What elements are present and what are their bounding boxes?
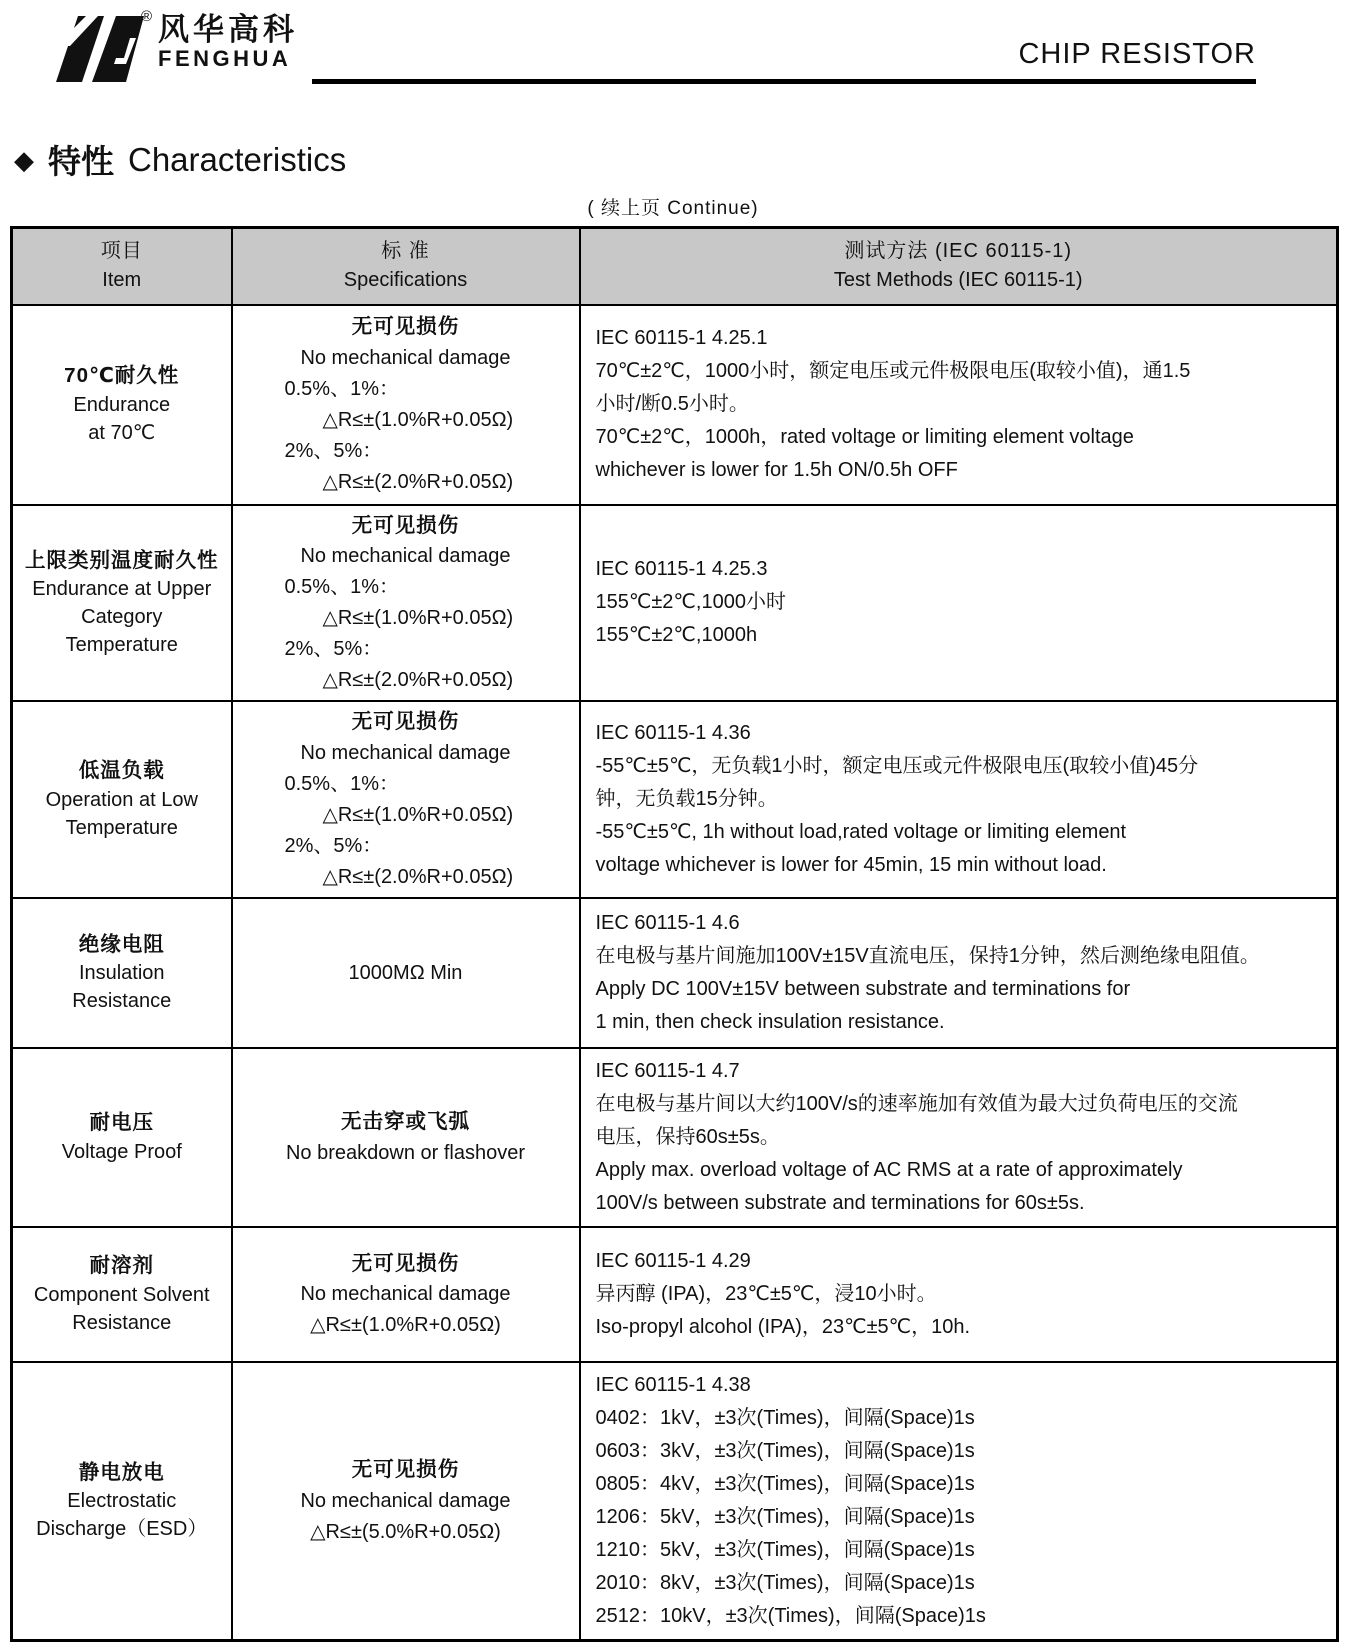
- brand-name-cn: 风华高科: [158, 12, 298, 47]
- registered-trademark-icon: ®: [140, 8, 152, 25]
- spec-line: No mechanical damage: [300, 346, 511, 369]
- spec-cell: [232, 305, 580, 505]
- table-row: [12, 305, 1338, 505]
- method-line: 155℃±2℃,1000小时: [595, 591, 786, 614]
- table-row: [12, 1227, 1338, 1362]
- item-name-en: Resistance: [72, 1311, 172, 1334]
- item-name-en: Discharge（ESD）: [36, 1518, 208, 1541]
- method-line: 70℃±2℃，1000小时，额定电压或元件极限电压(取较小值)，通1.5: [595, 360, 1191, 382]
- column-header-test-methods: [580, 228, 1338, 305]
- spec-line: No mechanical damage: [300, 1489, 511, 1512]
- method-line: 在电极与基片间施加100V±15V直流电压，保持1分钟，然后测绝缘电阻值。: [595, 945, 1260, 968]
- spec-line: △R≤±(1.0%R+0.05Ω): [322, 408, 514, 431]
- table-row: [12, 505, 1338, 702]
- spec-line: △R≤±(1.0%R+0.05Ω): [322, 607, 514, 630]
- method-line: 1206：5kV，±3次(Times)，间隔(Space)1s: [595, 1506, 975, 1529]
- method-line: 异丙醇 (IPA)，23℃±5℃，浸10小时。: [595, 1283, 937, 1306]
- item-name-en: Temperature: [65, 816, 178, 839]
- item-cell: [12, 505, 232, 702]
- item-name-cn: 耐电压: [89, 1111, 154, 1135]
- column-header-test-methods-en: Test Methods (IEC 60115-1): [833, 269, 1083, 292]
- item-name-en: Endurance: [73, 393, 171, 416]
- method-line: IEC 60115-1 4.38: [595, 1374, 751, 1397]
- method-line: voltage whichever is lower for 45min, 15 min without load.: [595, 854, 1107, 877]
- item-name-en: Electrostatic: [67, 1490, 177, 1513]
- item-name-en: Insulation: [78, 962, 165, 985]
- item-cell: [12, 1227, 232, 1362]
- item-name-cn: 静电放电: [78, 1460, 165, 1484]
- spec-cell: [232, 1227, 580, 1362]
- fenghua-logo: [52, 8, 312, 84]
- method-line: 电压，保持60s±5s。: [595, 1126, 780, 1149]
- column-header-item: [12, 228, 232, 305]
- spec-line: 0.5%、1%：: [284, 377, 399, 400]
- spec-line: 1000MΩ Min: [348, 961, 463, 984]
- column-header-specifications-en: Specifications: [343, 269, 468, 292]
- method-line: 2512：10kV，±3次(Times)，间隔(Space)1s: [595, 1605, 986, 1628]
- method-line: 钟，无负载15分钟。: [595, 788, 778, 811]
- spec-line: 2%、5%：: [284, 638, 383, 661]
- method-line: 1 min, then check insulation resistance.: [595, 1011, 945, 1034]
- spec-cell: [232, 898, 580, 1048]
- method-cell: [580, 701, 1338, 898]
- item-name-cn: 耐溶剂: [89, 1254, 154, 1278]
- column-header-specifications: [232, 228, 580, 305]
- method-line: -55℃±5℃, 1h without load,rated voltage or limiting element: [595, 821, 1127, 844]
- item-name-en: Component Solvent: [33, 1283, 210, 1306]
- spec-line: 0.5%、1%：: [284, 773, 399, 796]
- method-line: IEC 60115-1 4.25.1: [595, 327, 768, 349]
- item-name-cn: 绝缘电阻: [78, 932, 165, 956]
- item-name-cn: 低温负载: [78, 759, 165, 783]
- diamond-bullet-icon: ◆: [14, 144, 34, 175]
- spec-line: △R≤±(2.0%R+0.05Ω): [322, 470, 514, 493]
- method-line: -55℃±5℃，无负载1小时，额定电压或元件极限电压(取较小值)45分: [595, 755, 1199, 778]
- method-line: IEC 60115-1 4.29: [595, 1250, 751, 1273]
- spec-line: No breakdown or flashover: [285, 1141, 525, 1164]
- method-line: 0805：4kV，±3次(Times)，间隔(Space)1s: [595, 1473, 975, 1496]
- method-line: 1210：5kV，±3次(Times)，间隔(Space)1s: [595, 1539, 975, 1562]
- spec-line: △R≤±(1.0%R+0.05Ω): [322, 804, 514, 827]
- item-name-cn: 70℃耐久性: [64, 364, 180, 388]
- table-row: [12, 898, 1338, 1048]
- spec-line: 无可见损伤: [351, 710, 460, 734]
- brand-text: [158, 14, 298, 71]
- spec-line: △R≤±(2.0%R+0.05Ω): [322, 866, 514, 889]
- method-cell: [580, 898, 1338, 1048]
- method-line: IEC 60115-1 4.7: [595, 1060, 740, 1083]
- spec-cell: [232, 1362, 580, 1641]
- fenghua-logo-mark-icon: [52, 8, 152, 84]
- item-cell: [12, 1048, 232, 1227]
- method-cell: [580, 1227, 1338, 1362]
- header-rule: [312, 38, 1256, 84]
- item-name-en: Operation at Low: [45, 788, 198, 811]
- method-line: 155℃±2℃,1000h: [595, 624, 758, 647]
- table-row: [12, 1048, 1338, 1227]
- method-line: Apply DC 100V±15V between substrate and terminations for: [595, 978, 1131, 1001]
- item-name-en: at 70℃: [88, 421, 156, 444]
- item-name-en: Resistance: [72, 990, 172, 1013]
- method-cell: [580, 1048, 1338, 1227]
- item-cell: [12, 701, 232, 898]
- spec-cell: [232, 505, 580, 702]
- table-header-row: [12, 228, 1338, 305]
- spec-line: 无可见损伤: [351, 1458, 460, 1482]
- method-cell: [580, 1362, 1338, 1641]
- method-line: Iso-propyl alcohol (IPA)，23℃±5℃，10h.: [595, 1316, 971, 1339]
- method-cell: [580, 305, 1338, 505]
- characteristics-table: [10, 226, 1339, 1642]
- method-line: IEC 60115-1 4.6: [595, 912, 740, 935]
- method-cell: [580, 505, 1338, 702]
- method-line: 在电极与基片间以大约100V/s的速率施加有效值为最大过负荷电压的交流: [595, 1093, 1238, 1116]
- spec-line: 2%、5%：: [284, 439, 383, 462]
- column-header-test-methods-cn: 测试方法 (IEC 60115-1): [844, 240, 1073, 263]
- continue-note: ( 续上页 Continue): [587, 198, 759, 219]
- column-header-item-cn: 项目: [100, 240, 143, 263]
- column-header-item-en: Item: [102, 269, 142, 292]
- method-line: 70℃±2℃，1000h，rated voltage or limiting element voltage: [595, 426, 1134, 448]
- characteristics-table-body: [12, 305, 1338, 1641]
- item-cell: [12, 305, 232, 505]
- section-title-cn: 特性: [48, 143, 114, 180]
- item-cell: [12, 1362, 232, 1641]
- table-row: [12, 701, 1338, 898]
- spec-line: △R≤±(5.0%R+0.05Ω): [310, 1520, 501, 1543]
- method-line: whichever is lower for 1.5h ON/0.5h OFF: [595, 459, 958, 481]
- spec-line: △R≤±(1.0%R+0.05Ω): [310, 1314, 501, 1337]
- spec-line: △R≤±(2.0%R+0.05Ω): [322, 669, 514, 692]
- item-cell: [12, 898, 232, 1048]
- method-line: 2010：8kV，±3次(Times)，间隔(Space)1s: [595, 1572, 975, 1595]
- item-name-en: Endurance at Upper: [32, 578, 212, 601]
- spec-cell: [232, 1048, 580, 1227]
- column-header-specifications-cn: 标 准: [381, 240, 430, 263]
- method-line: 小时/断0.5小时。: [595, 393, 749, 415]
- spec-line: 2%、5%：: [284, 835, 383, 858]
- doc-title: CHIP RESISTOR: [1018, 38, 1256, 70]
- method-line: IEC 60115-1 4.25.3: [595, 558, 768, 581]
- section-title-en: Characteristics: [128, 140, 347, 178]
- page-header: [52, 8, 1256, 84]
- spec-line: 无击穿或飞弧: [341, 1110, 470, 1134]
- spec-line: No mechanical damage: [300, 545, 511, 568]
- spec-line: No mechanical damage: [300, 742, 511, 765]
- spec-line: 0.5%、1%：: [284, 576, 399, 599]
- spec-line: 无可见损伤: [351, 1251, 460, 1275]
- item-name-en: Temperature: [65, 634, 178, 657]
- section-title: [14, 136, 1346, 183]
- table-row: [12, 1362, 1338, 1641]
- item-name-en: Voltage Proof: [61, 1140, 182, 1163]
- spec-line: 无可见损伤: [351, 513, 460, 537]
- brand-name-en: FENGHUA: [158, 45, 292, 71]
- item-name-en: Category: [81, 606, 163, 629]
- item-name-cn: 上限类别温度耐久性: [25, 548, 219, 572]
- spec-cell: [232, 701, 580, 898]
- spec-line: No mechanical damage: [300, 1283, 511, 1306]
- method-line: Apply max. overload voltage of AC RMS at a rate of approximately: [595, 1159, 1183, 1182]
- method-line: 0603：3kV，±3次(Times)，间隔(Space)1s: [595, 1440, 975, 1463]
- method-line: 0402：1kV，±3次(Times)，间隔(Space)1s: [595, 1407, 975, 1430]
- method-line: 100V/s between substrate and terminations for 60s±5s.: [595, 1192, 1085, 1215]
- spec-line: 无可见损伤: [351, 315, 460, 339]
- method-line: IEC 60115-1 4.36: [595, 722, 751, 745]
